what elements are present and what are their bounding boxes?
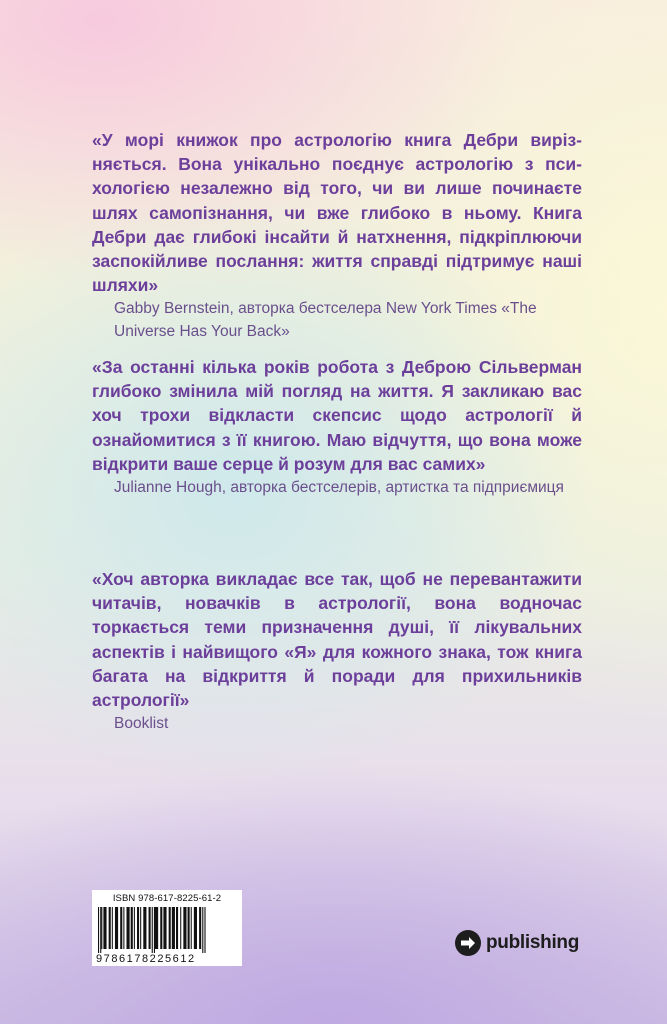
arrow-circle-icon	[455, 930, 481, 956]
barcode-icon	[96, 907, 238, 953]
review-quote-1	[92, 128, 582, 343]
isbn-label: ISBN 978-617-8225-61-2	[112, 893, 222, 904]
barcode-digits: 9786178225612	[96, 953, 196, 965]
quote-attribution: Gabby Bernstein, авторка бестселера New York Times «The Universe Has Your Back»	[114, 300, 537, 341]
quote-text: «У морі книжок про астрологію книга Дебри вирізняється. Вона унікально поєднує астрологію з психологією незалежно від того, чи ви лише починаєте шлях самопізнання, чи вже глибоко в ньому. Книга Дебри дає глибокі інсайти й натхнення, підкріплюючи заспокійливе послання: життя справді підтримує наші шляхи»	[92, 130, 582, 296]
quote-attribution: Julianne Hough, авторка бестселерів, артистка та підприємиця	[114, 479, 564, 497]
review-quote-3	[92, 567, 582, 735]
publisher-logo	[455, 930, 579, 956]
quote-attribution: Booklist	[114, 715, 169, 733]
quote-text: «За останні кілька років робота з Деброю Сільверман глибоко змінила мій погляд на життя. Я закликаю вас хоч трохи відкласти скепсис щодо астрології й ознайомитися з її книгою. Маю відчуття, що вона може відкрити ваше серце й розум для вас самих»	[92, 357, 582, 474]
review-quote-2	[92, 355, 582, 499]
publisher-name: publishing	[486, 932, 580, 953]
quote-text: «Хоч авторка викладає все так, щоб не перевантажити читачів, новачків в астрології, вона водночас торкається теми призначення душі, її лікувальних аспектів і найвищого «Я» для кожного знака, тож книга багата на відкриття й поради для прихильників астрології»	[92, 569, 582, 711]
isbn-barcode	[92, 890, 242, 966]
